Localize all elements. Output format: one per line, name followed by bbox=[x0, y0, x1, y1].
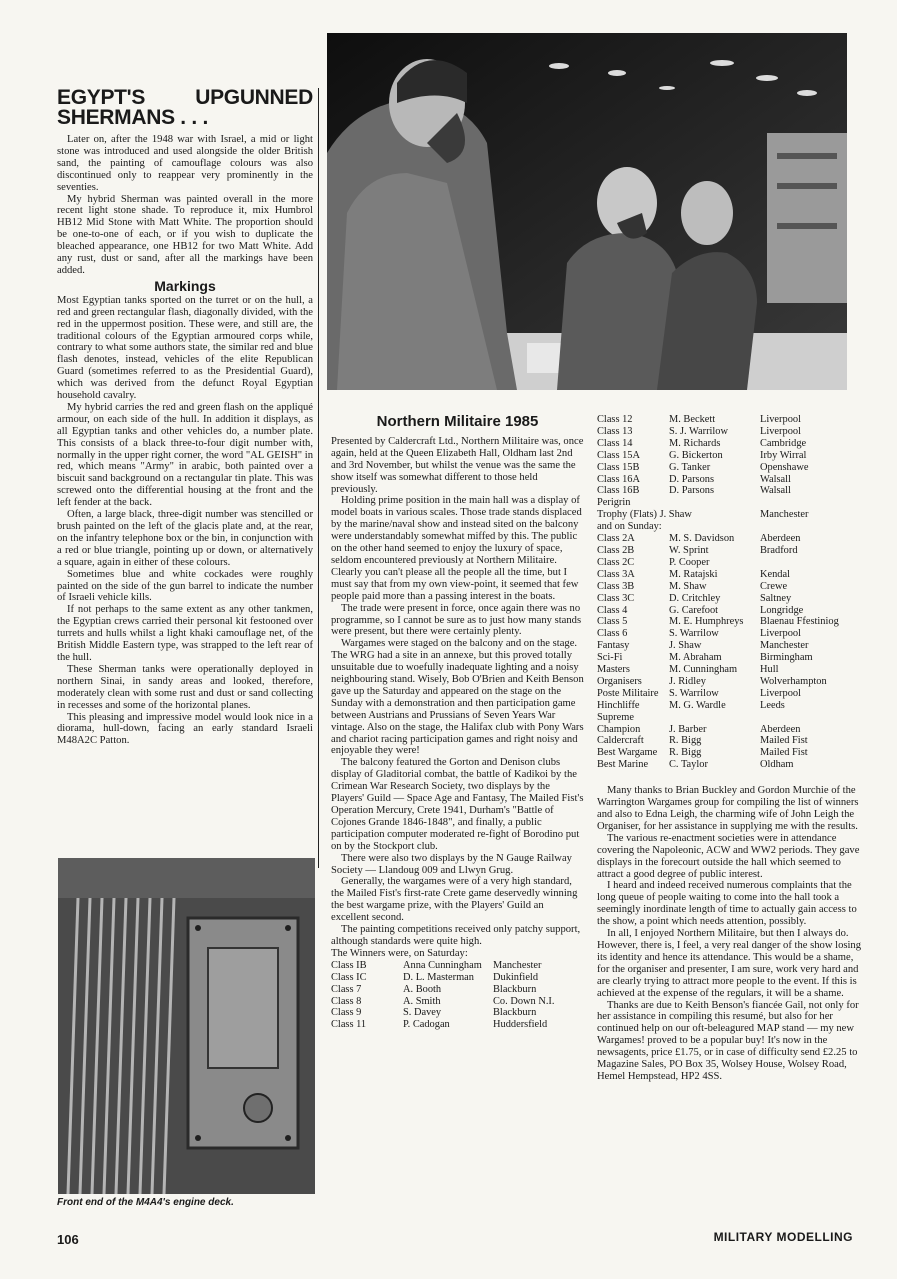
engine-deck-photo bbox=[58, 858, 315, 1194]
paragraph: Holding prime position in the main hall was a display of model boats in various scales. Those trade stands displaced by the marine/naval show and instead sited on the balcony were understandably somewhat miffed by this. The public on the other hand seemed to enjoy the luxury of space, seldom encountered previously at Northern Militaire. Clearly you can't please all the people all the time, but I must say that from my own view-point, it seemed that few people paid more than a passing interest in the boats. bbox=[331, 495, 582, 602]
column-divider bbox=[318, 88, 319, 868]
table-row: Best Wargame R. Bigg Mailed Fist bbox=[597, 747, 808, 759]
saturday-results-table bbox=[331, 960, 554, 1031]
table-row: Organisers J. Ridley Wolverhampton bbox=[597, 675, 827, 687]
table-row: Caldercraft R. Bigg Mailed Fist bbox=[597, 735, 808, 747]
table-row: Class 2C P. Cooper bbox=[597, 556, 710, 568]
table-row: Poste Militaire S. Warrilow Liverpool bbox=[597, 687, 801, 699]
results-and-conclusion bbox=[597, 414, 862, 1083]
paragraph: The various re-enactment societies were in attendance covering the Napoleonic, ACW and WW2 periods. They gave displays in the forecourt outside the hall which seemed to attract a good degree of public interest. bbox=[597, 832, 860, 880]
table-row: Class 6 S. Warrilow Liverpool bbox=[597, 628, 801, 640]
table-row: Supreme bbox=[597, 711, 634, 723]
paragraph: Often, a large black, three-digit number was stencilled or brush painted on the left of the glacis plate and, at the rear, on the infantry telephone box or the bin, in conjunction with a red or blue triangle, pointing up or down, or alternatively a square, again in either of these colours. bbox=[57, 509, 313, 568]
paragraph: Later on, after the 1948 war with Israel, a mid or light stone was introduced and used alongside the older British sand, the painting of camouflage colours was also discontinued only to reappear very prominently in the seventies. bbox=[57, 134, 313, 193]
results-table bbox=[597, 414, 839, 771]
magazine-title: MILITARY MODELLING bbox=[713, 1230, 853, 1244]
paragraph: These Sherman tanks were operationally deployed in northern Sinai, in sandy areas and looked, therefore, moderately clean with some rust and dust or sand collecting in recesses and some of the horizontal planes. bbox=[57, 663, 313, 711]
table-row: Class 9 S. Davey Blackburn bbox=[331, 1007, 537, 1019]
paragraph: Wargames were staged on the balcony and on the stage. The WRG had a site in an annexe, but this proved totally unsuitable due to woefully inadequate lighting and a noisy neighbouring stand. Wisely, Bob O'Brien and Keith Benson gave up the Saturday and appeared on the stage on the Sunday with a demonstration and then participation game between Austrians and Prussians of Seven Years War vintage. Also on the stage, the Halifax club with Pony Wars and chariot racing participation games and right noisy and enjoyable they were! bbox=[331, 638, 584, 757]
photo-caption: Front end of the M4A4's engine deck. bbox=[57, 1197, 234, 1208]
table-row: Class 2A M. S. Davidson Aberdeen bbox=[597, 533, 801, 545]
page-number: 106 bbox=[57, 1232, 79, 1247]
table-row: Class 12 M. Beckett Liverpool bbox=[597, 414, 801, 425]
table-row: Class 16A D. Parsons Walsall bbox=[597, 473, 791, 485]
table-row: Class 2B W. Sprint Bradford bbox=[597, 544, 798, 556]
table-row: Class 8 A. Smith Co. Down N.I. bbox=[331, 995, 555, 1007]
table-row: Class 7 A. Booth Blackburn bbox=[331, 983, 537, 995]
table-row: Trophy (Flats) J. Shaw Manchester bbox=[597, 509, 809, 521]
table-row: Fantasy J. Shaw Manchester bbox=[597, 640, 809, 652]
table-row: Class 14 M. Richards Cambridge bbox=[597, 437, 807, 449]
paragraph: Most Egyptian tanks sported on the turret or on the hull, a red and green rectangular flash, diagonally divided, with the red in the uppermost position. These were, and still are, the traditional colours of the Egyptian armoured corps while, contrary to what some authors state, the similar red and blue flash denotes, instead, vehicles of the elite Republican Guard (sometimes referred to as the Presidential Guard), which was derived from the defunct Royal Egyptian household cavalry. bbox=[57, 294, 313, 402]
paragraph: Thanks are due to Keith Benson's fiancée Gail, not only for her assistance in compiling this resumé, but also for her continued help on our oft-beleagured MAP stand — my new Wargames! proved to be a popular buy! It's now in the newsagents, price £1.75, or in case of difficulty send £2.25 to Magazine Sales, PO Box 35, Wolsey House, Wolsey Road, Hemel Hempstead, HP2 4SS. bbox=[597, 999, 859, 1082]
table-row: Champion J. Barber Aberdeen bbox=[597, 723, 801, 735]
paragraph: The trade were present in force, once again there was no programme, so I cannot be sure as to just how many stands were present, but there were certainly plenty. bbox=[331, 602, 582, 638]
paragraph: My hybrid Sherman was painted overall in the more recent light stone shade. To reproduce it, mix Humbrol HB12 Mid Stone with Matt White. The proportion should be one-to-one of each, or if you wish to duplicate the bleached appearance, one HB12 for two Matt White. Add any rust, dust or sand, after all the markings have been added. bbox=[57, 193, 313, 276]
table-row: Class IB Anna Cunningham Manchester bbox=[331, 959, 542, 971]
table-row: Sci-Fi M. Abraham Birmingham bbox=[597, 652, 813, 664]
table-row: Class 3A M. Ratajski Kendal bbox=[597, 568, 791, 580]
article-headline: EGYPT'S UPGUNNED SHERMANS . . . bbox=[57, 86, 313, 129]
table-row: Class 4 G. Carefoot Longridge bbox=[597, 604, 804, 616]
section-heading-markings: Markings bbox=[154, 277, 216, 294]
paragraph: There were also two displays by the N Gauge Railway Society — Llandoug 009 and Llwyn Grug. bbox=[331, 852, 572, 876]
paragraph: My hybrid carries the red and green flash on the appliqué armour, on each side of the hull. In addition it displays, as all Egyptian tanks and other vehicles do, a number plate. This consists of a black three-to-four digit number with, normally in the upper right corner, the word "AL GEISH" in red, which means "Army" in arabic, both painted over a biscuit sand background on a rectangular tin plate. This was screwed onto the differential housing at the front and the left fender at the back. bbox=[57, 401, 313, 509]
table-row: Class 16B D. Parsons Walsall bbox=[597, 485, 791, 497]
northern-militaire-article bbox=[331, 414, 584, 1031]
paragraph: In all, I enjoyed Northern Militaire, but then I always do. However, there is, I feel, a very real danger of the show losing its identity and hence its attendance. This would be a shame, for the organiser and presenter, I am sure, work very hard and are clearly trying to attract more people to the event. If this is achieved at the expense of the regulars, it will be a shame. bbox=[597, 928, 862, 999]
table-row: Masters M. Cunningham Hull bbox=[597, 664, 779, 676]
paragraph: Many thanks to Brian Buckley and Gordon Murchie of the Warrington Wargames group for compiling the list of winners and also to Edna Leigh, the charming wife of John Leigh the Organiser, for her assistance in supplying me with the results. bbox=[597, 785, 859, 832]
paragraph: This pleasing and impressive model would look nice in a diorama, hull-down, facing an early standard Israeli M48A2C Patton. bbox=[57, 711, 313, 747]
table-row: Class 15B G. Tanker Openshawe bbox=[597, 461, 809, 473]
paragraph: The painting competitions received only patchy support, although standards were quite high. bbox=[331, 924, 581, 947]
table-row: Class 15A G. Bickerton Irby Wirral bbox=[597, 449, 807, 461]
paragraph: If not perhaps to the same extent as any other tankmen, the Egyptian crews carried their personal kit festooned over turrets and hulls whilst a light khaki camouflage net, of the British Middle Eastern type, was strapped to the left rear of the hull. bbox=[57, 604, 313, 663]
egypt-shermans-article bbox=[57, 88, 313, 747]
table-row: Class 3C D. Critchley Saltney bbox=[597, 592, 792, 604]
show-visitors-illustration bbox=[327, 33, 847, 390]
paragraph: I heard and indeed received numerous complaints that the long queue of people waiting to come into the hall took a seemingly inordinate length of time to actually gain access to the show, a point which needs attention, possibly. bbox=[597, 880, 857, 928]
paragraph: Generally, the wargames were of a very high standard, the Mailed Fist's first-rate Crete game deservedly winning the best wargame prize, with the Players' Guild an excellent second. bbox=[331, 876, 578, 924]
table-row: Perigrin bbox=[597, 497, 631, 509]
table-row: Class 5 M. E. Humphreys Blaenau Ffestiniog bbox=[597, 616, 839, 628]
table-row: Class 3B M. Shaw Crewe bbox=[597, 580, 788, 592]
table-row: Class 13 S. J. Warrilow Liverpool bbox=[597, 425, 801, 437]
show-visitors-photo bbox=[327, 33, 847, 390]
table-row: Class 11 P. Cadogan Huddersfield bbox=[331, 1019, 548, 1031]
paragraph: Presented by Caldercraft Ltd., Northern Militaire was, once again, held at the Queen Elizabeth Hall, Oldham last 2nd and 3rd November, but whilst the venue was the same the show itself was somewhat different to those held previously. bbox=[331, 435, 584, 495]
paragraph: The balcony featured the Gorton and Denison clubs display of Gladitorial combat, the battle of Kadikoi by the Crimean War Research Society, two displays by the Players' Guild — Space Age and Fantasy, The Mailed Fist's Operation Mercury, Crete 1941, Durham's "Battle of Cojones Grande 1846-1848", and finally, a public participation computer moderated re-fight of Borodino put on by the Stockport club. bbox=[331, 757, 584, 852]
table-row: Class IC D. L. Masterman Dukinfield bbox=[331, 971, 539, 983]
article-title: Northern Militaire 1985 bbox=[376, 413, 539, 430]
winners-intro: The Winners were, on Saturday: bbox=[331, 947, 468, 959]
paragraph: Sometimes blue and white cockades were roughly painted on the side of the gun barrel to indicate the number of Israeli vehicle kills. bbox=[57, 568, 313, 604]
engine-deck-illustration bbox=[58, 858, 315, 1194]
table-row: Best Marine C. Taylor Oldham bbox=[597, 759, 794, 771]
table-row: and on Sunday: bbox=[597, 521, 662, 533]
table-row: Hinchliffe M. G. Wardle Leeds bbox=[597, 699, 785, 711]
